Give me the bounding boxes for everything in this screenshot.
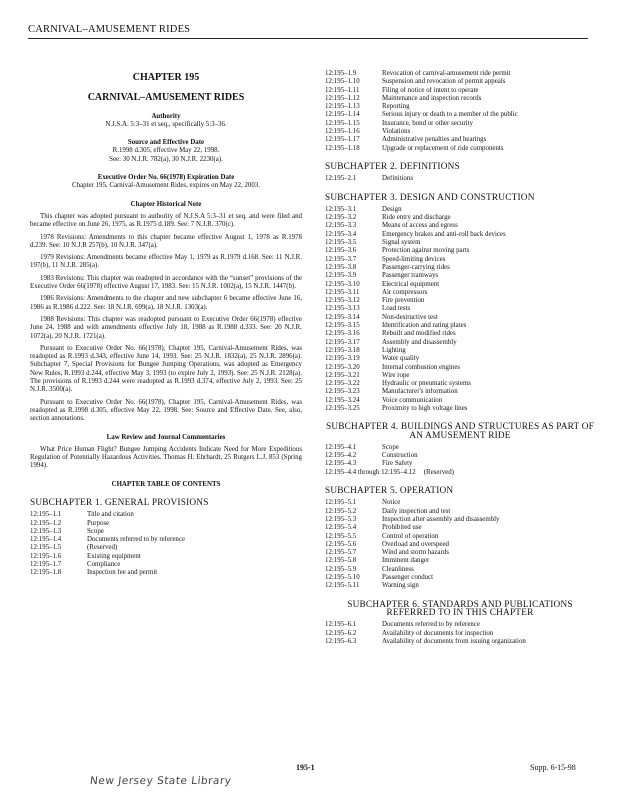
right-column [325,70,595,646]
toc-entry [325,136,595,144]
history-paragraph: This chapter was adopted pursuant to authority of N.J.S.A 5:3–31 et seq. and were filed and became effective on June 26, 1975, as R.1975 d.189. See: 7 N.J.R. 370(c). [30,212,302,229]
section-number: 12:195–5.9 [325,565,357,573]
section-number: 12:195–1.9 [325,70,357,77]
section-title: Purpose [87,519,110,527]
section-title: Prohibited use [382,524,422,532]
toc-entry [325,533,595,541]
section-number: 12:195–1.13 [325,103,360,111]
section-title: Assembly and disassembly [382,338,457,346]
section-number: 12:195–3.25 [325,404,360,412]
section-title: Scope [382,443,399,451]
toc-entry [325,95,595,103]
toc-entry [325,347,595,355]
section-number: 12:195–6.3 [325,637,357,645]
toc-entry [325,314,595,322]
toc-entry [325,516,595,524]
section-title: Availability of documents from issuing organization [382,637,526,645]
section-title: Internal combustion engines [382,363,461,371]
section-title: Design [382,205,402,213]
expiration-heading: Executive Order No. 66(1978) Expiration Date [97,174,235,182]
section-number: 12:195–1.3 [30,527,62,535]
toc-entry [325,289,595,297]
section-number: 12:195–5.4 [325,524,357,532]
section-title: (Reserved) [87,544,118,552]
toc-entry [325,339,595,347]
section-number: 12:195–1.6 [30,552,62,560]
toc-entry [325,582,595,590]
toc-entry [325,524,595,532]
section-title: Passenger-carrying rides [382,263,450,271]
section-number: 12:195–1.17 [325,136,360,144]
toc-entry [30,528,302,536]
section-title: Reporting [382,103,410,111]
section-title: Daily inspection and test [382,507,451,515]
page-folio: 195-1 [296,763,315,772]
section-title: Title and citation [87,511,134,519]
section-number: 12:195–4.2 [325,452,357,460]
section-title: Inspection after assembly and disassembly [382,515,500,523]
toc-entry [325,70,595,78]
toc-right [325,163,595,646]
section-number: 12:195–4.1 [325,443,357,451]
subchapter-heading: SUBCHAPTER 4. BUILDINGS AND STRUCTURES AS PART OF AN AMUSEMENT RIDE [325,422,595,441]
toc-entry [325,452,595,460]
section-number: 12:195–3.5 [325,239,357,247]
toc-entry [325,297,595,305]
section-title: Serious injury or death to a member of the public [382,111,518,119]
section-number: 12:195–3.16 [325,330,360,338]
section-title: Passenger conduct [382,574,434,582]
toc-entry [325,372,595,380]
toc-entry [325,231,595,239]
section-number: 12:195–1.14 [325,111,360,119]
section-number: 12:195–3.14 [325,313,360,321]
history-heading: Chapter Historical Note [130,200,202,208]
section-title: Notice [382,499,401,507]
history-paragraph: 1979 Revisions: Amendments became effective May 1, 1979 as R.1979 d.168. See: 11 N.J.R. 197(b), 11 N.J.R. 285(a). [30,254,302,270]
section-number: 12:195–1.8 [30,569,62,577]
toc-entry [325,239,595,247]
section-title: Revocation of carnival-amusement ride permit [382,70,511,77]
section-number: 12:195–1.5 [30,544,62,552]
section-title: Suspension and revocation of permit appeals [382,78,506,86]
chapter-title: CARNIVAL–AMUSEMENT RIDES [87,92,245,104]
section-number: 12:195–1.7 [30,561,62,569]
section-title: Manufacturer's information [382,388,458,396]
section-title: Ride entry and discharge [382,214,451,222]
section-title: Water quality [382,355,420,363]
section-title: Non-destructive test [382,313,438,321]
section-number: 12:195–5.6 [325,540,357,548]
section-number: 12:195–6.1 [325,621,357,629]
section-number: 12:195–3.2 [325,214,357,222]
section-title: Documents referred to by reference [382,621,480,629]
toc-entry [325,111,595,119]
toc-entry [325,460,595,468]
chapter-label: CHAPTER 195 [132,72,200,83]
toc-entry [325,120,595,128]
section-title: Imminent danger [382,557,430,565]
toc-entry [325,128,595,136]
toc-entry [325,305,595,313]
section-title: Proximity to high voltage lines [382,404,468,412]
section-number: 12:195–3.18 [325,346,360,354]
section-title: Warning sign [382,582,419,590]
section-number: 12:195–3.6 [325,247,357,255]
section-number: 12:195–3.20 [325,363,360,371]
section-number: 12:195–3.17 [325,338,360,346]
toc-heading: CHAPTER TABLE OF CONTENTS [111,480,221,488]
section-number: 12:195–5.7 [325,549,357,557]
toc-entry [325,175,595,183]
section-number: 12:195–1.16 [325,128,360,136]
section-number: 12:195–3.24 [325,396,360,404]
toc-entry [325,574,595,582]
section-number: 12:195–5.1 [325,499,357,507]
toc-entry [325,281,595,289]
toc-left [30,499,302,578]
subchapter-heading: SUBCHAPTER 1. GENERAL PROVISIONS [30,497,209,508]
toc-entry [30,569,302,577]
section-number: 12:195–4.3 [325,460,357,468]
section-title: Construction [382,452,418,460]
section-title: Overload and overspeed [382,540,449,548]
toc-continued [325,70,595,153]
history-paragraph: 1978 Revisions: Amendments to this chapter became effective August 1, 1978 as R.1978 d.239. See: 10 N.J.R 257(b), 10 N.J.R. 347(a). [30,233,302,249]
section-number: 12:195–5.11 [325,582,360,590]
toc-entry [325,364,595,372]
section-number: 12:195–3.12 [325,297,360,305]
section-title: Filing of notice of intent to operate [382,86,479,94]
section-number: 12:195–1.2 [30,519,62,527]
toc-entry [325,380,595,388]
section-title: Existing equipment [87,552,141,560]
subchapter-heading: SUBCHAPTER 5. OPERATION [325,486,454,497]
section-title: Fire Safety [382,460,413,468]
toc-entry [325,214,595,222]
section-title: (Reserved) [423,468,454,476]
source-heading: Source and Effective Date [127,139,205,147]
history-paragraph: 1988 Revisions: This chapter was readopted pursuant to Executive Order 66(1978) effective June 24, 1988 and with amendments effective July 18, 1988 as R.1988 d.333. See: 20 N.J.R. 1072(a), 20 N.J.R. 1721(a). [30,315,302,340]
section-title: Identification and rating plates [382,322,467,330]
section-title: Wire rope [382,371,410,379]
section-title: Maintenance and inspection records [382,94,482,102]
section-number: 12:195–3.1 [325,205,357,213]
toc-entry [325,103,595,111]
toc-entry [325,78,595,86]
toc-entry [325,566,595,574]
toc-entry [325,508,595,516]
history-paragraph: Pursuant to Executive Order No. 66(1978), Chapter 195, Carnival-Amusement Rides, was readopted as R.1998 d.305, effective May 22, 1998. See: Source and Effective Date. See, also, section annotations. [30,398,302,423]
section-number: 12:195–5.2 [325,507,357,515]
toc-entry [325,222,595,230]
toc-entry [30,553,302,561]
section-number: 12:195–3.19 [325,355,360,363]
section-number: 12:195–1.11 [325,86,360,94]
history-paragraph: 1986 Revisions: Amendments to the chapter and new subchapter 6 became effective June 16, 1986 as R.1986 d.222. See: 18 N.J.R. 699(a), 18 N.J.R. 1303(a). [30,295,302,311]
toc-entry [30,511,302,519]
section-number: 12:195–3.4 [325,230,357,238]
subchapter-heading: SUBCHAPTER 3. DESIGN AND CONSTRUCTION [325,192,535,203]
section-number: 12:195–3.11 [325,288,360,296]
section-title: Means of access and egress [382,222,458,230]
section-number: 12:195–3.8 [325,263,357,271]
authority-heading: Authority [151,112,181,120]
section-number: 12:195–1.15 [325,119,360,127]
subchapter-heading: SUBCHAPTER 6. STANDARDS AND PUBLICATIONS REFERRED TO IN THIS CHAPTER [347,599,573,618]
section-title: Wind and storm hazards [382,549,449,557]
section-number: 12:195–3.23 [325,388,360,396]
toc-entry [325,322,595,330]
section-number: 12:195–3.15 [325,322,360,330]
toc-entry [325,388,595,396]
section-number: 12:195–1.1 [30,511,62,519]
section-title: Speed-limiting devices [382,255,446,263]
toc-entry [325,145,595,153]
toc-entry [325,557,595,565]
section-title: Availability of documents for inspection [382,629,494,637]
source-line: R.1998 d.305, effective May 22, 1998. [112,147,220,155]
section-number: 12:195–5.3 [325,515,357,523]
section-number: 12:195–3.10 [325,280,360,288]
toc-entry [325,621,595,629]
section-number: 12:195–2.1 [325,175,357,183]
section-title: Emergency brakes and anti-roll back devices [382,230,506,238]
toc-entry [325,397,595,405]
section-title: Hydraulic or pneumatic systems [382,380,471,388]
law-review-heading: Law Review and Journal Commentaries [106,433,226,441]
section-title: Scope [87,527,104,535]
toc-entry [325,87,595,95]
toc-entry [325,256,595,264]
toc-entry [30,561,302,569]
section-title: Voice communication [382,396,443,404]
section-number: 12:195–3.21 [325,371,360,379]
section-title: Lighting [382,346,406,354]
section-title: Rebuilt and modified rides [382,330,456,338]
subchapter-heading: SUBCHAPTER 2. DEFINITIONS [325,161,460,172]
toc-entry [30,536,302,544]
section-title: Air compressors [382,288,428,296]
section-title: Insurance, bond or other security [382,119,473,127]
running-head: CARNIVAL–AMUSEMENT RIDES [28,24,588,39]
section-number: 12:195–3.13 [325,305,360,313]
section-number: 12:195–6.2 [325,629,357,637]
section-title: Administrative penalties and hearings [382,136,487,144]
toc-entry [325,247,595,255]
toc-entry [30,520,302,528]
section-number: 12:195–1.12 [325,94,360,102]
section-title: Violations [382,128,411,136]
section-title: Documents referred to by reference [87,536,185,544]
toc-entry [325,499,595,507]
toc-entry [325,330,595,338]
section-title: Inspection fee and permit [87,569,158,577]
section-title: Signal system [382,239,421,247]
section-number: 12:195–1.4 [30,536,62,544]
section-number: 12:195–5.8 [325,557,357,565]
section-number: 12:195–3.22 [325,380,360,388]
source-line: See: 30 N.J.R. 782(a), 30 N.J.R. 2230(a). [109,155,223,163]
left-column [30,62,302,578]
section-number: 12:195–3.7 [325,255,357,263]
section-title: Electrical equipment [382,280,440,288]
section-title: Control of operation [382,532,439,540]
law-review-text: What Price Human Flight? Bungee Jumping Accidents Indicate Need for More Expeditious Regulation of Potentially Hazardous Activities. Thomas H. Ehrhardt, 25 Rutgers L.J. 853 (Spring 1994). [30,445,302,470]
toc-entry [30,544,302,552]
section-number: 12:195–3.9 [325,272,357,280]
toc-entry [325,469,595,477]
section-title: Upgrade or replacement of ride components [382,144,504,152]
section-number: 12:195–4.4 through 12:195–4.12 [325,468,416,476]
toc-entry [325,541,595,549]
section-title: Passenger tramways [382,272,439,280]
section-title: Load tests [382,305,411,313]
toc-entry [325,638,595,646]
toc-entry [325,206,595,214]
toc-entry [325,630,595,638]
section-title: Protection against moving parts [382,247,470,255]
section-number: 12:195–5.10 [325,574,360,582]
section-title: Cleanliness [382,565,414,573]
section-number: 12:195–5.5 [325,532,357,540]
toc-entry [325,355,595,363]
section-number: 12:195–1.10 [325,78,360,86]
section-title: Fire prevention [382,297,425,305]
section-title: Compliance [87,561,121,569]
supplement-date: Supp. 6-15-98 [530,763,576,772]
authority-text: N.J.S.A. 5:3–31 et seq., specifically 5:3–36. [105,120,227,128]
toc-entry [325,444,595,452]
library-stamp: New Jersey State Library [89,775,233,787]
toc-entry [325,549,595,557]
toc-entry [325,272,595,280]
section-number: 12:195–1.18 [325,144,360,152]
section-number: 12:195–3.3 [325,222,357,230]
toc-entry [325,264,595,272]
section-title: Definitions [382,175,414,183]
history-paragraph: Pursuant to Executive Order No. 66(1978), Chapter 195, Carnival-Amusement Rides, was readopted as R.1993 d.343, effective June 14, 1993. See: 25 N.J.R. 1832(a), 25 N.J.R. 2896(a). Subchapter 7, Special Provisions for Bungee Jumping Operations, was adopted as Emergency New Rules, R.1993 d.244, effective May 3, 1993 (to expire July 2, 1993). See: 25 N.J.R. 2128(a). The provisions of R.1993 d.244 were readopted as R.1993 d.374, effective July 2, 1993. See: 25 N.J.R. 3500(a). [30,344,302,394]
history-paragraph: 1983 Revisions: This chapter was readopted in accordance with the “sunset” provisions of the Executive Order 66(1978) effective August 17, 1983. See: 15 N.J.R. 1002(a), 15 N.J.R. 1447(b). [30,274,302,291]
expiration-text: Chapter 195, Carnival-Amusement Rides, expires on May 22, 2003. [72,182,260,190]
toc-entry [325,405,595,413]
